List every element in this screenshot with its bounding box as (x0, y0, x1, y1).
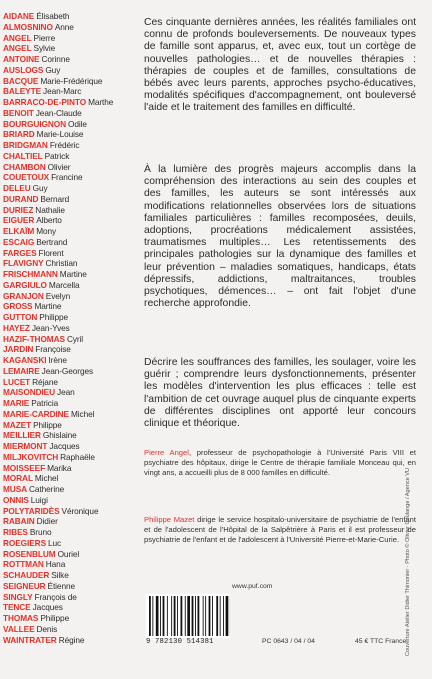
author-entry (3, 33, 128, 44)
author-entry (3, 602, 128, 613)
author-entry (3, 463, 128, 474)
editor-bio-mazet (144, 515, 416, 546)
author-last-name: BRIDGMAN (3, 140, 48, 150)
author-entry (3, 151, 128, 162)
author-entry (3, 258, 128, 269)
author-last-name: HAYEZ (3, 322, 30, 333)
author-first-name: Frédéric (49, 140, 80, 150)
author-first-name: Florent (38, 247, 64, 258)
author-last-name: BACQUE (3, 75, 39, 86)
author-last-name: EIGUER (3, 215, 35, 226)
author-entry (3, 194, 128, 205)
author-first-name: Jean-Yves (31, 322, 70, 333)
author-last-name: GARGIULO (3, 279, 47, 290)
barcode-bar (220, 596, 221, 636)
author-entry (3, 183, 128, 194)
author-last-name: MEILLIER (3, 430, 41, 441)
author-first-name: Véronique (61, 505, 99, 516)
author-last-name: WAINTRATER (3, 634, 57, 645)
author-first-name: Martine (59, 269, 87, 279)
author-entry (3, 516, 128, 527)
author-last-name: BRIARD (3, 129, 35, 140)
author-last-name: LEMAIRE (3, 365, 40, 376)
author-last-name: JARDIN (3, 344, 34, 355)
editor-name: Philippe Mazet (144, 515, 195, 524)
author-first-name: Jean (57, 387, 75, 398)
author-first-name: Mony (36, 226, 57, 236)
author-first-name: Françoise (35, 344, 71, 355)
author-last-name: FRISCHMANN (3, 269, 58, 279)
author-last-name: POLYTARIDÈS (3, 505, 60, 516)
editor-name: Pierre Angel (144, 448, 189, 457)
author-last-name: VALLEE (3, 623, 35, 634)
author-last-name: BARRACO-DE-PINTO (3, 97, 87, 107)
price-label: 45 € TTC France (355, 638, 407, 645)
author-entry (3, 323, 128, 334)
cover-credit: Couverture Atelier Didier Thimonier · Photo © Olivier Coulange / Agence VU (405, 467, 411, 656)
author-last-name: TENCE (3, 602, 31, 613)
author-first-name: Bernard (40, 193, 70, 204)
author-first-name: Alberto (36, 215, 62, 226)
author-entry (3, 559, 128, 570)
author-last-name: FARGES (3, 247, 37, 258)
author-last-name: BOURGUIGNON (3, 118, 66, 129)
author-entry (3, 65, 128, 76)
author-first-name: Martine (34, 301, 62, 312)
author-entry (3, 473, 128, 484)
author-last-name: GUTTON (3, 312, 38, 322)
author-list (3, 11, 128, 645)
author-entry (3, 635, 128, 646)
author-first-name: Hana (45, 559, 66, 570)
author-first-name: Marie-Louise (36, 129, 84, 140)
author-last-name: ROEGIERS (3, 537, 46, 548)
author-last-name: ELKAÏM (3, 226, 35, 236)
barcode-bar (156, 596, 159, 636)
author-first-name: Philippe (40, 613, 70, 623)
isbn-digits: 9 782130 514381 (146, 638, 214, 646)
author-entry (3, 613, 128, 624)
author-last-name: THOMAS (3, 613, 39, 623)
author-last-name: COUETOUX (3, 172, 50, 183)
author-last-name: GRANJON (3, 290, 44, 301)
author-first-name: Pierre (33, 32, 56, 43)
author-last-name: RABAIN (3, 516, 35, 527)
author-entry (3, 43, 128, 54)
author-entry (3, 76, 128, 87)
author-entry (3, 344, 128, 355)
isbn-barcode (146, 594, 230, 638)
author-last-name: ROSENBLUM (3, 548, 56, 559)
author-last-name: MOISSEEF (3, 462, 46, 473)
author-first-name: Cyril (66, 333, 84, 344)
author-first-name: Ouriel (57, 548, 80, 559)
author-first-name: Philippe (39, 312, 69, 322)
barcode-bar (203, 596, 204, 636)
barcode-bar (160, 596, 161, 636)
author-last-name: CHALTIEL (3, 150, 43, 161)
author-last-name: DELEU (3, 183, 31, 193)
author-first-name: Luigi (30, 494, 48, 505)
author-last-name: ROTTMAN (3, 559, 44, 570)
barcode-bar (149, 596, 151, 636)
author-entry (3, 420, 128, 431)
author-first-name: Marcella (48, 279, 80, 290)
author-first-name: Silke (51, 570, 69, 580)
author-entry (3, 11, 128, 22)
author-first-name: Jean-Claude (35, 107, 82, 118)
author-entry (3, 624, 128, 635)
author-entry (3, 441, 128, 452)
author-last-name: SINGLY (3, 591, 33, 602)
author-first-name: Marthe (88, 97, 114, 107)
author-last-name: ALMOSNINO (3, 21, 53, 32)
barcode-bar (209, 596, 211, 636)
author-first-name: Guy (45, 64, 61, 75)
author-entry (3, 366, 128, 377)
author-entry (3, 409, 128, 420)
author-entry (3, 226, 128, 237)
author-last-name: HAZIF-THOMAS (3, 333, 65, 344)
author-last-name: MAISONDIEU (3, 387, 56, 398)
author-entry (3, 581, 128, 592)
author-entry (3, 86, 128, 97)
author-first-name: Ghislaine (42, 430, 77, 441)
author-last-name: MIERMONT (3, 441, 48, 451)
author-last-name: ANTOINE (3, 54, 40, 64)
barcode-bar (181, 596, 183, 636)
author-entry (3, 129, 128, 140)
author-last-name: ANGEL (3, 43, 32, 54)
author-entry (3, 237, 128, 248)
author-first-name: Réjane (32, 376, 58, 387)
author-last-name: CHAMBON (3, 161, 46, 172)
barcode-bar (195, 596, 196, 636)
author-first-name: Nathalie (35, 204, 65, 215)
author-first-name: Michel (71, 408, 95, 419)
author-first-name: Bertrand (36, 236, 68, 247)
author-entry (3, 387, 128, 398)
author-first-name: Jacques (32, 602, 63, 613)
author-last-name: ESCAIG (3, 236, 35, 247)
author-entry (3, 301, 128, 312)
author-first-name: François de (34, 591, 77, 602)
author-last-name: MILJKOVITCH (3, 451, 59, 462)
author-first-name: Denis (36, 623, 58, 634)
barcode-bar (163, 596, 165, 636)
author-last-name: KAGANSKI (3, 355, 47, 365)
barcode-bar (167, 596, 168, 636)
barcode-bar (212, 596, 213, 636)
author-entry (3, 377, 128, 388)
barcode-bar (187, 596, 190, 636)
author-last-name: FLAVIGNY (3, 258, 44, 269)
summary-paragraph-1: Ces cinquante dernières années, les réalités familiales ont connu de profonds bouleversements. De nouveaux types de famille sont apparus, et, avec eux, tout un cortège de nouvelles pathologies… et de nouvelles thérapies : thérapies de couples et de familles, consultations de bébés avec leurs parents, approches psycho-éducatives, modalités spécifiques d'accompagnement, ont bouleversé l'aide et le traitement des familles en difficulté. (144, 17, 416, 114)
author-entry (3, 312, 128, 323)
author-entry (3, 119, 128, 130)
author-first-name: Corinne (41, 54, 70, 64)
author-last-name: SEIGNEUR (3, 580, 46, 591)
author-first-name: Étienne (47, 580, 75, 591)
author-entry (3, 22, 128, 33)
barcode-bar (223, 596, 224, 636)
author-entry (3, 172, 128, 183)
author-entry (3, 538, 128, 549)
author-entry (3, 452, 128, 463)
barcode-bar (177, 596, 178, 636)
author-first-name: Didier (36, 516, 58, 527)
author-last-name: ONNIS (3, 494, 29, 505)
author-first-name: Christian (45, 258, 78, 269)
author-last-name: DURIEZ (3, 204, 34, 215)
barcode-bar (192, 596, 194, 636)
author-first-name: Raphaële (60, 451, 95, 462)
author-entry (3, 495, 128, 506)
barcode-bar (152, 596, 153, 636)
author-first-name: Marika (47, 462, 72, 473)
author-first-name: Sylvie (33, 43, 56, 54)
author-entry (3, 506, 128, 517)
author-entry (3, 484, 128, 495)
author-first-name: Régine (58, 634, 85, 645)
author-entry (3, 398, 128, 409)
author-first-name: Luc (48, 537, 62, 548)
author-first-name: Bruno (29, 527, 52, 537)
editor-bio-angel (144, 448, 416, 479)
editor-bio-text: , professeur de psychopathologie à l'Université Paris VIII et psychiatre des hôpitaux, dirige le Centre de thérapie familiale Monceau qui, en vingt ans, a accueilli plus de 8 000 familles en difficulté. (144, 448, 416, 478)
author-entry (3, 205, 128, 216)
author-last-name: BALEYTE (3, 86, 42, 97)
author-last-name: MARIE (3, 398, 30, 408)
author-first-name: Michel (34, 473, 59, 484)
author-entry (3, 140, 128, 151)
author-last-name: GROSS (3, 301, 33, 312)
author-entry (3, 269, 128, 280)
author-last-name: MORAL (3, 473, 33, 484)
author-first-name: Odile (67, 118, 87, 129)
author-entry (3, 108, 128, 119)
author-first-name: Élisabeth (36, 11, 70, 21)
author-entry (3, 54, 128, 65)
author-last-name: MARIE-CARDINE (3, 408, 69, 419)
editor-bio-text: dirige le service hospitalo-universitaire de psychiatrie de l'enfant et de l'adolescent de l'Hôpital de la Salpêtrière à Paris et il est professeur de psychiatrie de l'enfant et de l'adolescent à l'Université Pierre-et-Marie-Curie. (144, 515, 417, 545)
author-first-name: Jacques (49, 441, 80, 451)
author-last-name: ANGEL (3, 32, 32, 43)
author-entry (3, 248, 128, 259)
author-entry (3, 430, 128, 441)
author-entry (3, 570, 128, 581)
barcode-bar (205, 596, 206, 636)
barcode-bar (226, 596, 229, 636)
product-code: PC 0643 / 04 / 04 (262, 638, 315, 645)
author-first-name: Olivier (47, 161, 71, 172)
author-last-name: SCHAUDER (3, 570, 50, 580)
author-entry (3, 162, 128, 173)
author-first-name: Jean-Marc (43, 86, 82, 97)
author-last-name: MUSA (3, 484, 28, 494)
author-entry (3, 527, 128, 538)
author-first-name: Patrick (44, 150, 70, 161)
author-entry (3, 280, 128, 291)
author-first-name: Anne (54, 21, 74, 32)
author-entry (3, 334, 128, 345)
author-first-name: Patricia (31, 398, 59, 408)
barcode-bar (185, 596, 186, 636)
author-last-name: RIBES (3, 527, 28, 537)
author-first-name: Catherine (29, 484, 65, 494)
author-first-name: Irène (48, 355, 67, 365)
author-first-name: Philippe (33, 419, 62, 430)
author-first-name: Jean-Georges (41, 365, 94, 376)
summary-paragraph-2: À la lumière des progrès majeurs accomplis dans la compréhension des interactions au sein des couples et des familles, les auteurs se sont intéressés aux modifications relationnelles observées lors de situations familiales particulières : familles recomposées, deuils, adoptions, procréations médicalement assistées, traumatismes multiples… Les retentissements des principales pathologies sur la dynamique des familles et leur prévention – maladies somatiques, handicaps, états dépressifs, addictions, maltraitances, troubles psychotiques, démences… – ont fait l'objet d'une recherche approfondie. (144, 164, 416, 310)
author-first-name: Evelyn (45, 290, 71, 301)
author-entry (3, 592, 128, 603)
author-first-name: Francine (51, 172, 83, 183)
publisher-url: www.puf.com (232, 583, 273, 590)
author-first-name: Marie-Frédérique (40, 75, 103, 86)
author-last-name: AUSLOGS (3, 64, 44, 75)
author-entry (3, 355, 128, 366)
author-entry (3, 549, 128, 560)
barcode-bar (198, 596, 200, 636)
author-last-name: MAZET (3, 419, 32, 430)
author-last-name: BENOIT (3, 107, 34, 118)
barcode-bar (216, 596, 218, 636)
barcode-bar (171, 596, 172, 636)
author-entry (3, 97, 128, 108)
author-last-name: DURAND (3, 193, 39, 204)
barcode-bar (174, 596, 176, 636)
summary-paragraph-3: Décrire les souffrances des familles, les soulager, voire les guérir ; comprendre leurs dysfonctionnements, présenter les modèles d'intervention les plus efficaces : telle est l'ambition de cet ouvrage auquel plus de cinquante experts de différentes disciplines ont apporté leur concours clinique et théorique. (144, 357, 416, 430)
author-first-name: Guy (32, 183, 48, 193)
author-entry (3, 291, 128, 302)
author-last-name: LUCET (3, 376, 31, 387)
author-last-name: AIDANE (3, 11, 35, 21)
author-entry (3, 215, 128, 226)
